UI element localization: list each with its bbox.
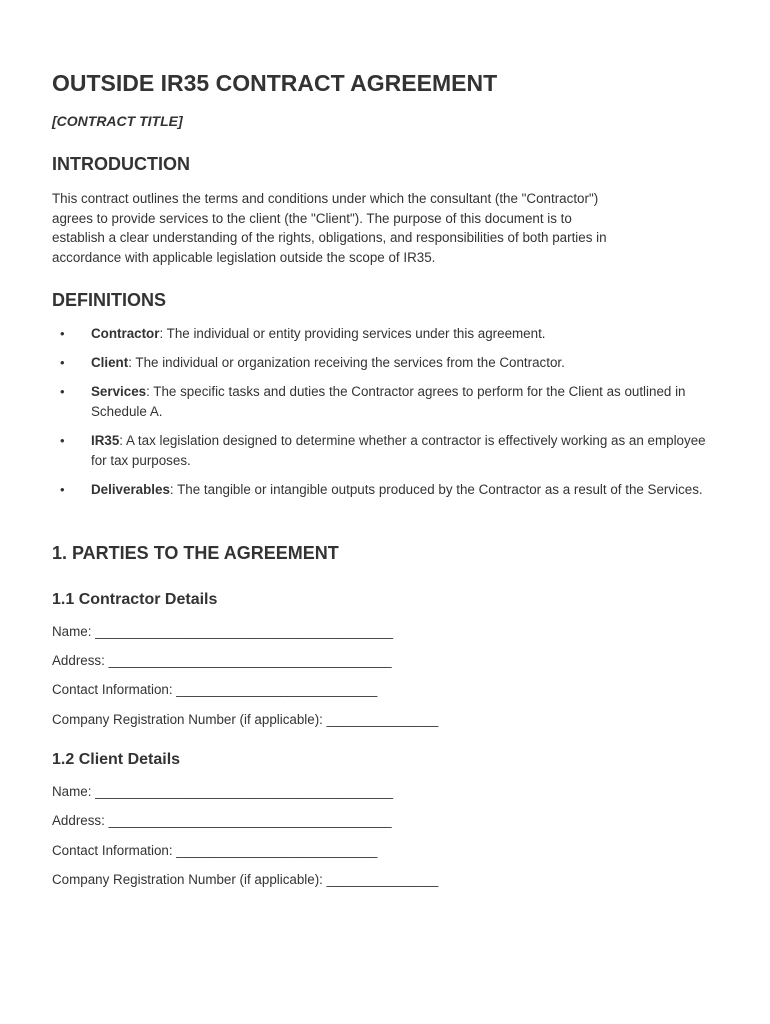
contract-title-placeholder: [CONTRACT TITLE] <box>52 113 183 129</box>
definition-text: : The individual or entity providing services under this agreement. <box>159 326 546 341</box>
introduction-line: agrees to provide services to the client (the "Client"). The purpose of this document is to <box>52 210 572 226</box>
definition-term: Services <box>91 384 147 400</box>
document-title: OUTSIDE IR35 CONTRACT AGREEMENT <box>52 70 498 96</box>
client-address-field: Address: ______________________________________ <box>52 813 392 828</box>
definition-text: : A tax legislation designed to determine whether a contractor is effectively working as an employee for tax purposes. <box>91 433 706 468</box>
bullet-icon: • <box>60 481 65 497</box>
definition-text: : The specific tasks and duties the Contractor agrees to perform for the Client as outlined in Schedule A. <box>91 384 686 419</box>
definition-term: IR35 <box>91 433 120 449</box>
introduction-heading: INTRODUCTION <box>52 154 190 174</box>
definition-text: : The individual or organization receiving the services from the Contractor. <box>128 355 565 371</box>
definition-item <box>52 324 722 344</box>
bullet-icon: • <box>60 355 65 371</box>
parties-heading: 1. PARTIES TO THE AGREEMENT <box>52 543 339 563</box>
definitions-list <box>52 324 722 509</box>
definition-item <box>52 353 722 373</box>
bullet-icon: • <box>60 326 65 341</box>
bullet-icon: • <box>60 384 65 400</box>
definition-item <box>52 431 722 470</box>
definition-term: Client <box>91 355 129 371</box>
definition-term: Contractor <box>91 326 160 341</box>
contractor-registration-field: Company Registration Number (if applicable): _______________ <box>52 712 439 727</box>
definition-text: : The tangible or intangible outputs produced by the Contractor as a result of the Services. <box>169 481 703 497</box>
contractor-details-heading: 1.1 Contractor Details <box>52 591 218 608</box>
bullet-icon: • <box>60 433 65 449</box>
definition-term: Deliverables <box>91 481 170 497</box>
introduction-line: establish a clear understanding of the rights, obligations, and responsibilities of both parties in <box>52 230 607 246</box>
client-details-heading: 1.2 Client Details <box>52 751 181 768</box>
definition-item <box>52 382 722 421</box>
contractor-name-field: Name: ________________________________________ <box>52 624 394 639</box>
introduction-line: accordance with applicable legislation outside the scope of IR35. <box>52 249 436 265</box>
client-registration-field: Company Registration Number (if applicable): _______________ <box>52 872 439 887</box>
contractor-address-field: Address: ______________________________________ <box>52 653 392 668</box>
introduction-line: This contract outlines the terms and conditions under which the consultant (the "Contractor") <box>52 191 599 206</box>
introduction-paragraph <box>52 189 712 267</box>
client-name-field: Name: ________________________________________ <box>52 784 394 799</box>
client-contact-field: Contact Information: ___________________________ <box>52 843 378 858</box>
contractor-contact-field: Contact Information: ___________________________ <box>52 682 378 697</box>
definitions-heading: DEFINITIONS <box>52 290 167 310</box>
definition-item <box>52 480 722 500</box>
